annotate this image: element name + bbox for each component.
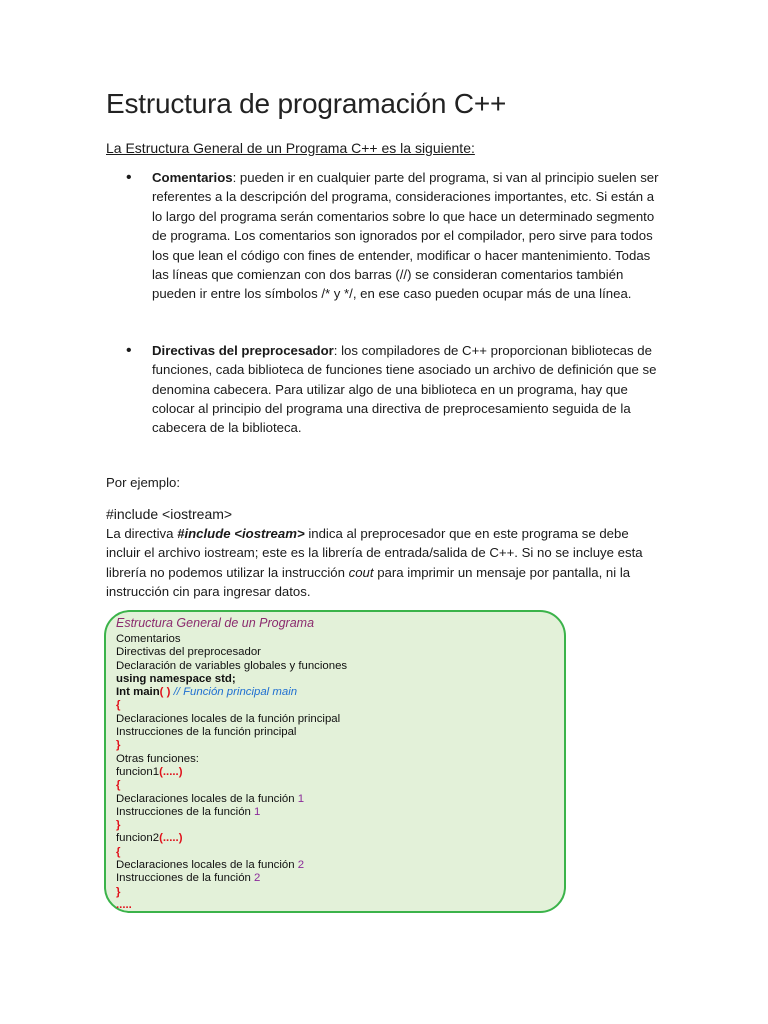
code-line-instr-f1 — [116, 806, 554, 819]
close-brace: } — [116, 739, 121, 752]
code-line-instr-f2 — [116, 872, 554, 885]
bullet-directivas — [106, 341, 666, 438]
funcion1-name: funcion1 — [116, 765, 160, 778]
function-number: 1 — [297, 792, 305, 805]
code-ellipsis: ..... — [116, 898, 132, 911]
code-line-decl-f1 — [116, 793, 554, 806]
code-line-directivas: Directivas del preprocesador — [116, 646, 261, 659]
code-line-declaracion: Declaración de variables globales y funciones — [116, 659, 348, 672]
funcion1-args: (.....) — [159, 765, 183, 778]
explanation-text: La directiva — [106, 526, 178, 541]
explanation-text: para imprimir un mensaje por pantalla, ni la instrucción cin para ingresar datos. — [106, 564, 631, 600]
explanation-text: indica al preprocesador que en este programa se debe incluir el archivo iostream; este es la librería de entrada/salida de C++. Si no se incluye esta librería no podemos utilizar la instrucción — [106, 526, 643, 580]
decl-text: Declaraciones locales de la función — [116, 859, 298, 872]
page-title: Estructura de programación C++ — [106, 88, 507, 119]
example-label: Por ejemplo: — [106, 475, 181, 490]
code-line-otras: Otras funciones: — [116, 752, 199, 765]
funcion2-args: (.....) — [159, 832, 183, 845]
bullet-text: : pueden ir en cualquier parte del programa, si van al principio suelen ser referentes a la descripción del programa, consideraciones importantes, etc. Si están a lo largo del programa serán comentarios sobre lo que hace un determinado segmento de programa. Los comentarios son ignorados por el compilador, pero sirve para todos los que lean el código con fines de entender, modificar o hacer mantenimiento. Todas las líneas que comienzan con dos barras (//) se consideran comentarios también pueden ir entre los símbolos /* y */, en ese caso pueden ocupar más de una línea. — [152, 170, 659, 302]
directive-text: #include <iostream> — [177, 526, 305, 541]
code-line-comentarios: Comentarios — [116, 633, 181, 645]
cout-text: cout — [348, 564, 374, 580]
code-line-using: using namespace std; — [116, 672, 236, 685]
bullet-list — [106, 168, 666, 438]
function-number: 2 — [297, 859, 305, 872]
bullet-term: Comentarios — [152, 170, 233, 185]
close-brace: } — [116, 885, 121, 898]
program-structure-box — [104, 610, 566, 913]
instr-text: Instrucciones de la función — [116, 872, 255, 885]
open-brace: { — [116, 699, 121, 712]
function-number: 1 — [254, 805, 261, 818]
code-box-title: Estructura General de un Programa — [116, 616, 315, 630]
code-line-decl-main: Declaraciones locales de la función principal — [116, 712, 341, 725]
intro-heading: La Estructura General de un Programa C++ es la siguiente: — [106, 140, 475, 156]
code-line-decl-f2 — [116, 859, 554, 872]
funcion2-name: funcion2 — [116, 832, 160, 845]
explanation-paragraph — [106, 524, 666, 602]
function-number: 2 — [254, 872, 261, 885]
code-line-instr-main: Instrucciones de la función principal — [116, 726, 297, 739]
main-parens: ( ) — [159, 686, 171, 699]
bullet-text: : los compiladores de C++ proporcionan bibliotecas de funciones, cada biblioteca de funciones tiene asociado un archivo de definición que se denomina cabecera. Para utilizar algo de una biblioteca en un programa, hay que colocar al principio del programa una directiva de preprocesamiento seguida de la cabecera de la biblioteca. — [152, 342, 657, 436]
open-brace: { — [116, 779, 121, 792]
code-line-main — [116, 686, 554, 699]
bullet-comentarios — [106, 168, 666, 304]
main-comment: // Función principal main — [170, 686, 298, 699]
code-line-funcion2 — [116, 832, 554, 845]
decl-text: Declaraciones locales de la función — [116, 792, 298, 805]
code-line-funcion1 — [116, 766, 554, 779]
include-line: #include <iostream> — [106, 506, 233, 522]
bullet-term: Directivas del preprocesador — [152, 342, 334, 358]
main-keyword: Int main — [116, 686, 160, 699]
close-brace: } — [116, 819, 121, 832]
open-brace: { — [116, 845, 121, 858]
instr-text: Instrucciones de la función — [116, 805, 255, 818]
